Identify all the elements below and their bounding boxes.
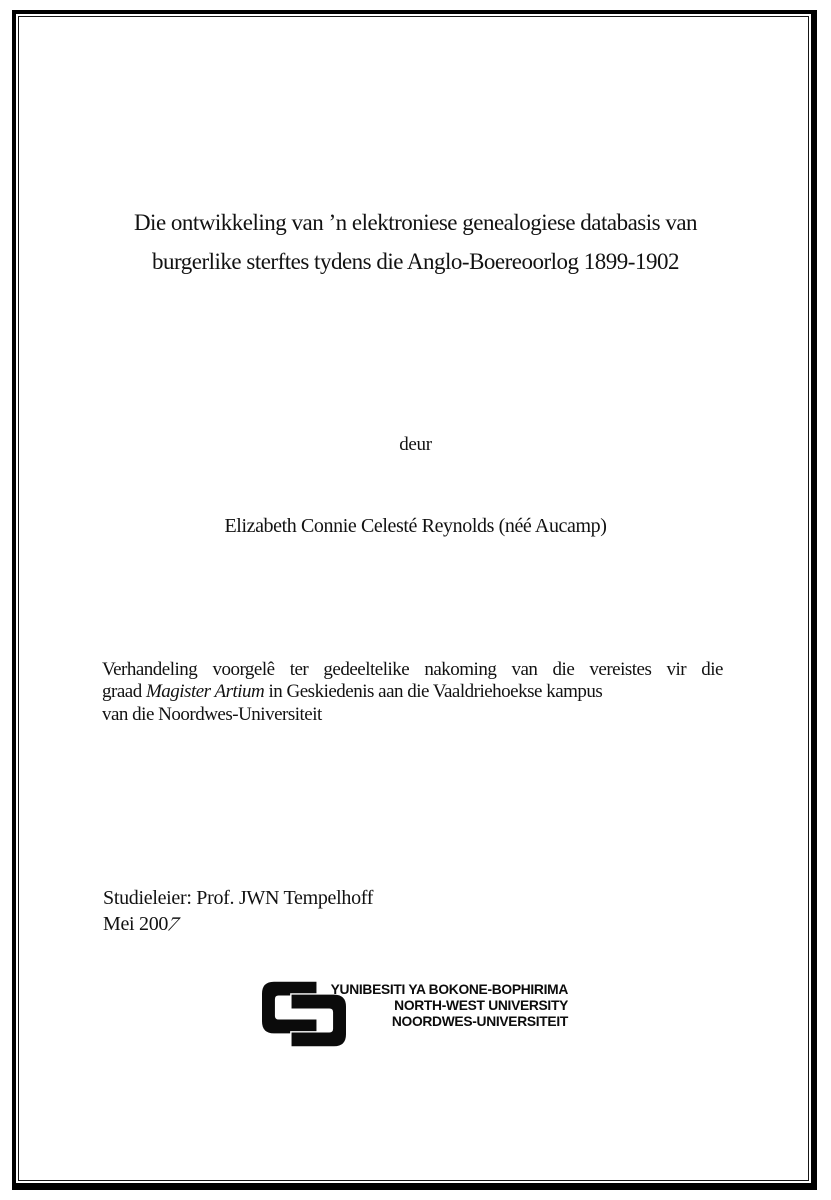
degree-statement-line3: van die Noordwes-Universiteit bbox=[102, 703, 322, 725]
date-prefix: Mei 200 bbox=[103, 912, 169, 935]
degree-name-italic: Magister Artium bbox=[145, 681, 265, 703]
degree-statement-line2-post: in Geskiedenis aan die Vaaldriehoekse kampus bbox=[264, 681, 603, 703]
university-name-english: NORTH-WEST UNIVERSITY bbox=[394, 997, 568, 1013]
thesis-title-line2: burgerlike sterftes tydens die Anglo-Boereoorlog 1899-1902 bbox=[152, 249, 679, 274]
thesis-title bbox=[40, 203, 791, 281]
supervisor-block bbox=[103, 886, 373, 937]
university-name-afrikaans: NOORDWES-UNIVERSITEIT bbox=[391, 1013, 568, 1029]
degree-statement-line2-pre: graad bbox=[102, 681, 146, 703]
degree-statement bbox=[102, 659, 723, 726]
university-wordmark bbox=[318, 982, 568, 1029]
university-name-setswana: YUNIBESITI YA BOKONE-BOPHIRIMA bbox=[330, 982, 568, 997]
thesis-title-line1: Die ontwikkeling van ’n elektroniese genealogiese databasis van bbox=[133, 210, 698, 235]
degree-statement-line1: Verhandeling voorgelê ter gedeeltelike nakoming van die vereistes vir die bbox=[102, 659, 723, 680]
supervisor-line: Studieleier: Prof. JWN Tempelhoff bbox=[103, 887, 374, 909]
byline-label: deur bbox=[399, 434, 432, 455]
date-line bbox=[103, 912, 373, 938]
date-last-digit: 7 bbox=[163, 913, 183, 935]
degree-statement-line2 bbox=[102, 681, 723, 703]
author-name: Elizabeth Connie Celesté Reynolds (néé Aucamp) bbox=[224, 515, 607, 537]
